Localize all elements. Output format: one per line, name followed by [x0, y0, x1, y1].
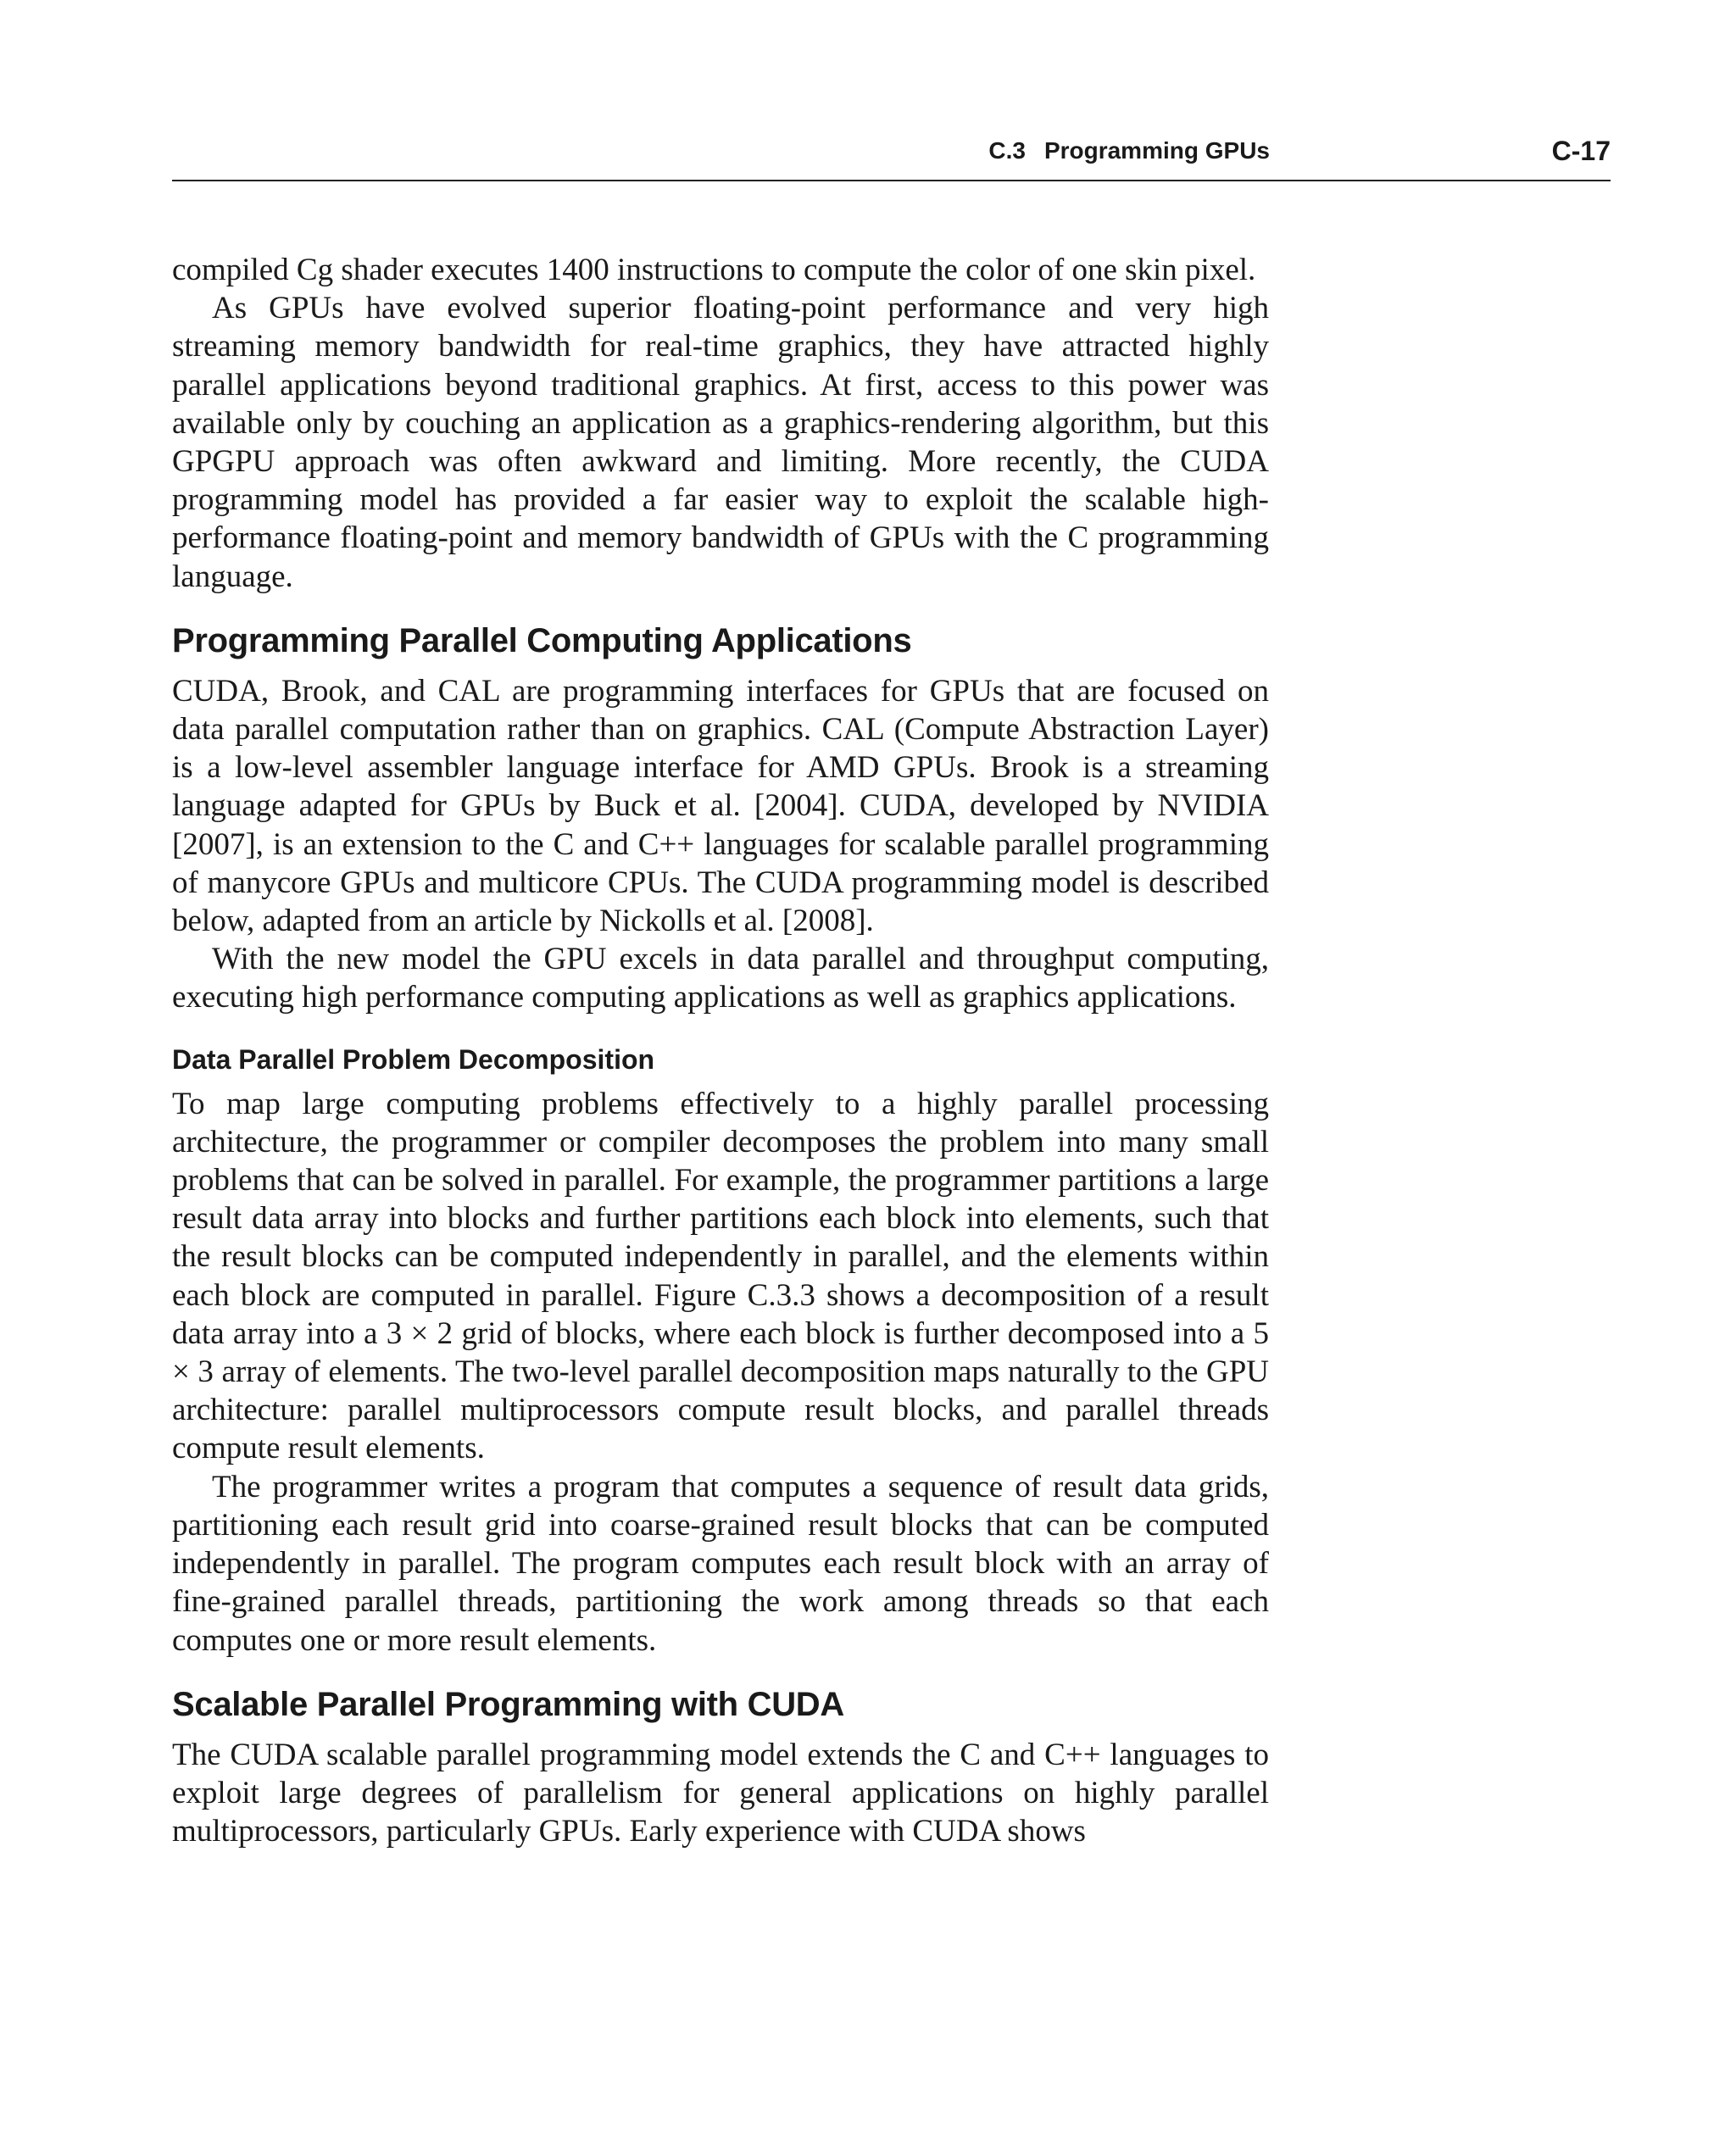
- page-number: C-17: [1551, 136, 1611, 166]
- paragraph-problem-decomposition: To map large computing problems effectively to a highly parallel processing architecture, the programmer or compiler decomposes the problem into many small problems that can be solved in parallel. For example, the programmer partitions a large result data array into blocks and further partitions each block into elements, such that the result blocks can be computed independently in parallel, and the elements within each block are computed in parallel. Figure C.3.3 shows a decomposition of a result data array into a 3 × 2 grid of blocks, where each block is further decomposed into a 5 × 3 array of elements. The two-level parallel decomposition maps naturally to the GPU architecture: parallel multiprocessors compute result blocks, and parallel threads compute result elements.: [172, 1086, 1269, 1466]
- text-column: [172, 251, 1269, 1850]
- heading-programming-parallel-computing-applications: Programming Parallel Computing Applications: [172, 621, 912, 659]
- paragraph-programming-interfaces: CUDA, Brook, and CAL are programming interfaces for GPUs that are focused on data parallel computation rather than on graphics. CAL (Compute Abstraction Layer) is a low-level assembler language interface for AMD GPUs. Brook is a streaming language adapted for GPUs by Buck et al. [2004]. CUDA, developed by NVIDIA [2007], is an extension to the C and C++ languages for scalable parallel programming of manycore GPUs and multicore CPUs. The CUDA programming model is described below, adapted from an article by Nickolls et al. [2008].: [172, 673, 1269, 939]
- heading-scalable-parallel-programming-cuda: Scalable Parallel Programming with CUDA: [172, 1685, 844, 1723]
- paragraph-cuda-model: The CUDA scalable parallel programming model extends the C and C++ languages to exploit large degrees of parallelism for general applications on highly parallel multiprocessors, particularly GPUs. Early experience with CUDA shows: [172, 1737, 1269, 1849]
- paragraph-continued: compiled Cg shader executes 1400 instructions to compute the color of one skin pixel.: [172, 253, 1256, 287]
- paragraph-programmer-writes: The programmer writes a program that computes a sequence of result data grids, partitioning each result grid into coarse-grained result blocks that can be computed independently in parallel. The program computes each result block with an array of fine-grained parallel threads, partitioning the work among threads so that each computes one or more result elements.: [172, 1469, 1269, 1658]
- paragraph-gpu-evolution: As GPUs have evolved superior floating-point performance and very high streaming memory bandwidth for real-time graphics, they have attracted highly parallel applications beyond traditional graphics. At first, access to this power was available only by couching an application as a graphics-rendering algorithm, but this GPGPU approach was often awkward and limiting. More recently, the CUDA programming model has provided a far easier way to exploit the scalable high-performance floating-point and memory bandwidth of GPUs with the C programming language.: [172, 291, 1269, 594]
- paragraph-new-model: With the new model the GPU excels in data parallel and throughput computing, executing high performance computing applications as well as graphics applications.: [172, 942, 1269, 1015]
- running-header: [172, 127, 1611, 181]
- subheading-data-parallel-problem-decomposition: Data Parallel Problem Decomposition: [172, 1043, 655, 1075]
- running-header-section: [988, 137, 1270, 164]
- section-title: Programming GPUs: [1043, 137, 1270, 164]
- section-number: C.3: [988, 137, 1026, 164]
